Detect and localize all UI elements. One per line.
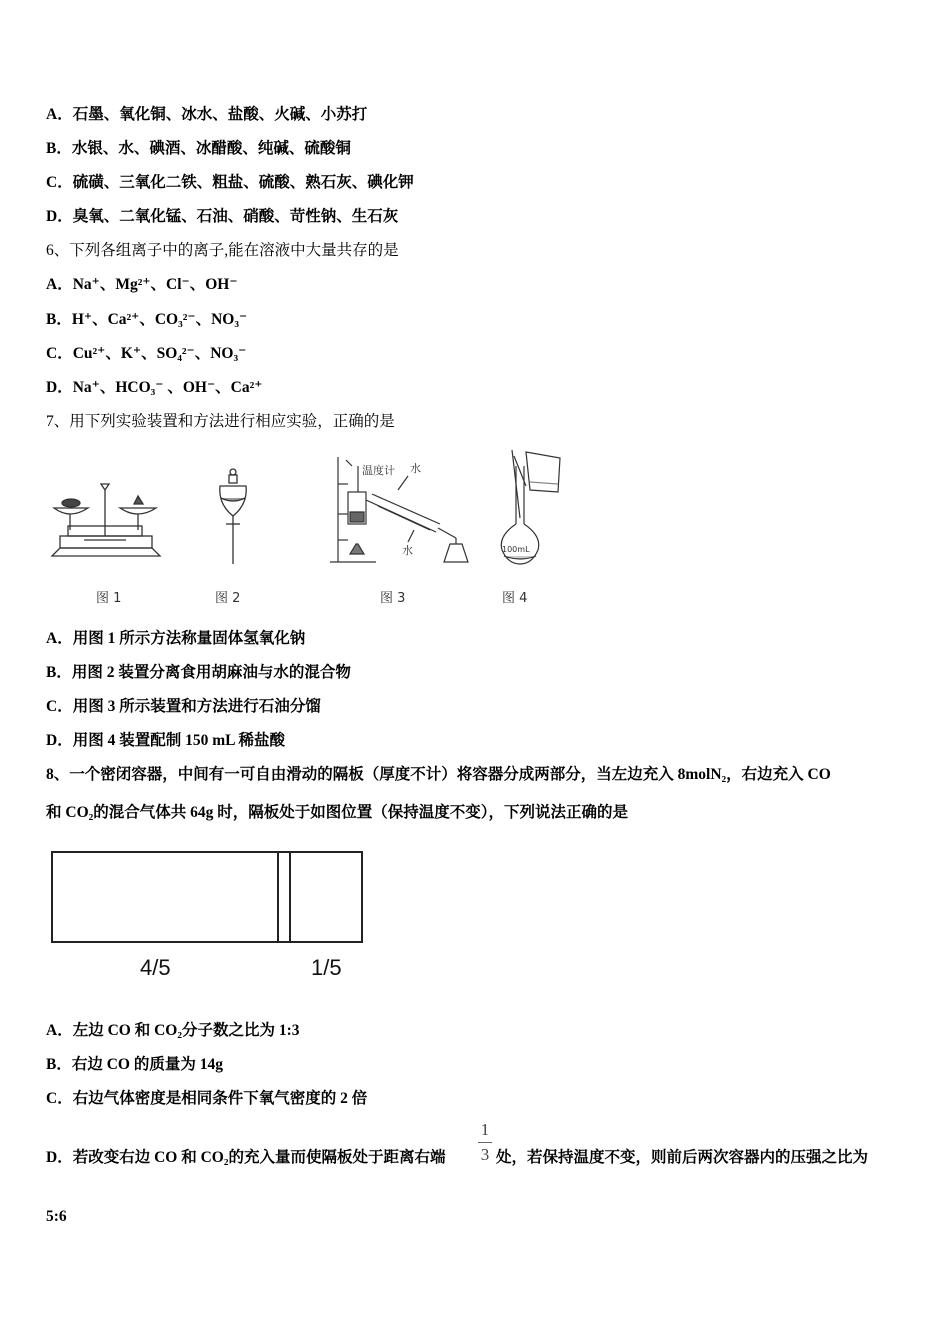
thermometer-label: 温度计 xyxy=(362,464,395,477)
q8-stem-line1: 8、一个密闭容器，中间有一可自由滑动的隔板（厚度不计）将容器分成两部分，当左边充入 8molN₂，右边充入 CO xyxy=(46,766,831,783)
balance-figure xyxy=(48,470,168,570)
container-box xyxy=(52,852,362,942)
q6-option-c: C．Cu²⁺、K⁺、SO₄²⁻、NO₃⁻ xyxy=(46,345,247,362)
q6-option-d: D．Na⁺、HCO₃⁻ 、OH⁻、Ca²⁺ xyxy=(46,379,263,396)
fig1-caption: 图 1 xyxy=(96,591,122,606)
q5-option-a: A．石墨、氧化铜、冰水、盐酸、火碱、小苏打 xyxy=(46,106,368,123)
q7-stem: 7、用下列实验装置和方法进行相应实验，正确的是 xyxy=(46,413,395,430)
distillation-figure xyxy=(326,452,476,567)
q7-option-d: D．用图 4 装置配制 150 mL 稀盐酸 xyxy=(46,732,285,749)
fig3-caption: 图 3 xyxy=(380,591,406,606)
volumetric-flask-figure xyxy=(492,446,572,571)
q8-option-b: B．右边 CO 的质量为 14g xyxy=(46,1056,223,1073)
q8-option-a: A．左边 CO 和 CO₂分子数之比为 1:3 xyxy=(46,1022,300,1039)
q8-stem-line2: 和 CO₂的混合气体共 64g 时，隔板处于如图位置（保持温度不变），下列说法正确的是 xyxy=(46,804,629,821)
q6-stem: 6、下列各组离子中的离子,能在溶液中大量共存的是 xyxy=(46,242,399,259)
q8-option-c: C．右边气体密度是相同条件下氧气密度的 2 倍 xyxy=(46,1090,368,1107)
q5-option-d: D．臭氧、二氧化锰、石油、硝酸、苛性钠、生石灰 xyxy=(46,208,399,225)
q8-option-d: D．若改变右边 CO 和 CO₂的充入量而使隔板处于距离右端 xyxy=(46,1149,446,1166)
flask-volume-label: 100mL xyxy=(502,545,530,554)
q7-option-a: A．用图 1 所示方法称量固体氢氧化钠 xyxy=(46,630,306,647)
fraction-numerator: 1 xyxy=(480,1120,490,1139)
left-ratio-label: 4/5 xyxy=(140,955,171,980)
q7-option-c: C．用图 3 所示装置和方法进行石油分馏 xyxy=(46,698,321,715)
q8-option-d-tail: 处，若保持温度不变，则前后两次容器内的压强之比为 xyxy=(496,1149,869,1166)
q8-option-d-answer: 5:6 xyxy=(46,1208,67,1225)
right-ratio-label: 1/5 xyxy=(311,955,342,980)
q6-option-a: A．Na⁺、Mg²⁺、Cl⁻、OH⁻ xyxy=(46,276,238,293)
container-figure xyxy=(50,850,368,946)
q6-option-b: B．H⁺、Ca²⁺、CO₃²⁻、NO₃⁻ xyxy=(46,311,248,328)
fig4-caption: 图 4 xyxy=(502,591,528,606)
one-third-fraction xyxy=(478,1120,492,1165)
water-in-label: 水 xyxy=(410,462,421,475)
partition xyxy=(278,852,290,942)
q5-option-b: B．水银、水、碘酒、冰醋酸、纯碱、硫酸铜 xyxy=(46,140,351,157)
water-out-label: 水 xyxy=(402,544,413,557)
fig2-caption: 图 2 xyxy=(215,591,241,606)
q5-option-c: C．硫磺、三氧化二铁、粗盐、硫酸、熟石灰、碘化钾 xyxy=(46,174,414,191)
separatory-funnel-figure xyxy=(208,464,258,574)
q7-option-b: B．用图 2 装置分离食用胡麻油与水的混合物 xyxy=(46,664,351,681)
fraction-denominator: 3 xyxy=(480,1145,490,1164)
